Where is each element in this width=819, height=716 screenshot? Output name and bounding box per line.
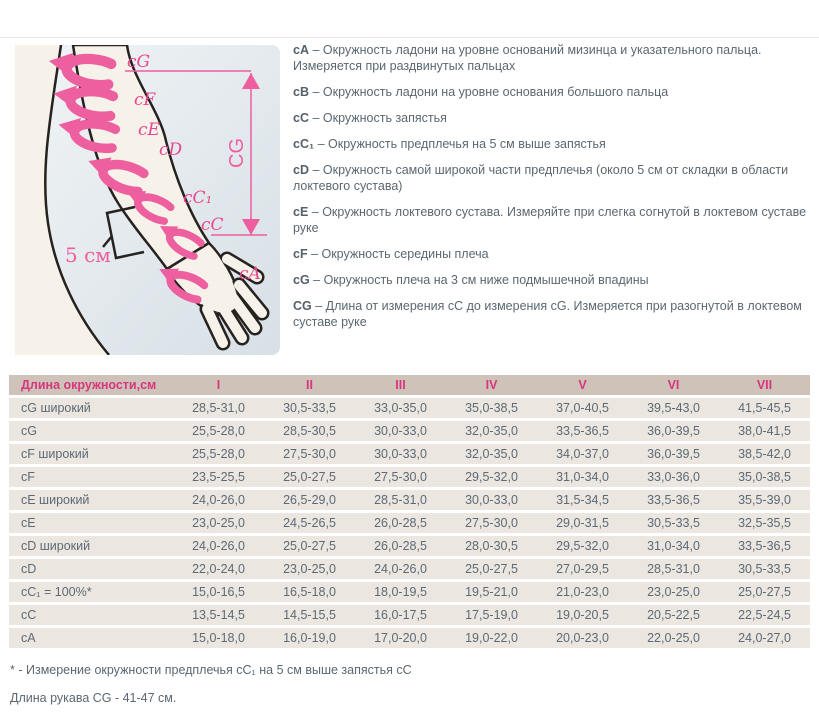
- size-range-cell: 30,0-33,0: [446, 490, 537, 510]
- measurement-description: cC₁ – Окружность предплечья на 5 см выше запястья: [293, 137, 606, 151]
- size-range-cell: 30,0-33,0: [355, 444, 446, 464]
- size-range-cell: 26,5-29,0: [264, 490, 355, 510]
- measurement-label-cell: cE: [9, 513, 173, 533]
- size-table-header-row: [9, 375, 810, 395]
- size-range-cell: 35,0-38,5: [446, 398, 537, 418]
- size-column-header: II: [264, 375, 355, 395]
- size-range-cell: 33,0-36,0: [628, 467, 719, 487]
- size-table-row: [9, 605, 810, 625]
- measurement-label-cell: cD: [9, 559, 173, 579]
- size-range-cell: 29,5-32,0: [446, 467, 537, 487]
- size-column-header: V: [537, 375, 628, 395]
- five-cm-label: 5 см: [65, 243, 111, 267]
- size-range-cell: 36,0-39,5: [628, 444, 719, 464]
- size-range-cell: 25,5-28,0: [173, 421, 264, 441]
- size-range-cell: 36,0-39,5: [628, 421, 719, 441]
- measurement-label-cell: cG: [9, 421, 173, 441]
- size-range-cell: 32,0-35,0: [446, 421, 537, 441]
- size-range-cell: 16,5-18,0: [264, 582, 355, 602]
- measurement-label-cell: cF широкий: [9, 444, 173, 464]
- size-range-cell: 26,0-28,5: [355, 536, 446, 556]
- measurement-description: cB – Окружность ладони на уровне основания большого пальца: [293, 85, 669, 99]
- size-range-cell: 20,5-22,5: [628, 605, 719, 625]
- size-range-cell: 33,5-36,5: [628, 490, 719, 510]
- size-table-row: [9, 467, 810, 487]
- measurement-code: cC: [293, 111, 309, 125]
- size-table-row: [9, 444, 810, 464]
- size-table-row: [9, 421, 810, 441]
- size-column-header: VII: [719, 375, 810, 395]
- measurement-label-cell: cE широкий: [9, 490, 173, 510]
- size-range-cell: 38,5-42,0: [719, 444, 810, 464]
- measurement-description: cC – Окружность запястья: [293, 111, 447, 125]
- size-range-cell: 17,0-20,0: [355, 628, 446, 648]
- footnote-sleeve-length: Длина рукава CG - 41-47 см.: [10, 691, 177, 705]
- size-range-cell: 37,0-40,5: [537, 398, 628, 418]
- size-table-row: [9, 628, 810, 648]
- size-range-cell: 27,0-29,5: [537, 559, 628, 579]
- size-range-cell: 25,0-27,5: [446, 559, 537, 579]
- size-table-row: [9, 398, 810, 418]
- size-table: [9, 372, 810, 651]
- size-range-cell: 39,5-43,0: [628, 398, 719, 418]
- size-range-cell: 31,5-34,5: [537, 490, 628, 510]
- size-range-cell: 24,0-27,0: [719, 628, 810, 648]
- size-range-cell: 26,0-28,5: [355, 513, 446, 533]
- measurement-description: CG – Длина от измерения cC до измерения cG. Измеряется при разогнутой в локтевом суставе руке: [293, 299, 802, 329]
- size-column-header: IV: [446, 375, 537, 395]
- size-range-cell: 33,0-35,0: [355, 398, 446, 418]
- measurement-label-cell: cG широкий: [9, 398, 173, 418]
- footnote-star: * - Измерение окружности предплечья cC₁ на 5 см выше запястья cC: [10, 663, 412, 677]
- size-range-cell: 35,5-39,0: [719, 490, 810, 510]
- band-label-cG: cG: [127, 52, 151, 72]
- measurement-label-cell: cC₁ = 100%*: [9, 582, 173, 602]
- size-range-cell: 15,0-18,0: [173, 628, 264, 648]
- size-range-cell: 34,0-37,0: [537, 444, 628, 464]
- size-range-cell: 14,5-15,5: [264, 605, 355, 625]
- measurement-code: CG: [293, 299, 312, 313]
- band-label-cD: cD: [159, 140, 183, 160]
- size-range-cell: 15,0-16,5: [173, 582, 264, 602]
- size-range-cell: 25,5-28,0: [173, 444, 264, 464]
- size-table-row: [9, 582, 810, 602]
- size-range-cell: 38,0-41,5: [719, 421, 810, 441]
- top-divider: [0, 37, 819, 38]
- size-range-cell: 30,5-33,5: [264, 398, 355, 418]
- size-range-cell: 28,5-31,0: [355, 490, 446, 510]
- size-range-cell: 30,5-33,5: [719, 559, 810, 579]
- size-range-cell: 19,5-21,0: [446, 582, 537, 602]
- measurement-code: cD: [293, 163, 309, 177]
- size-range-cell: 24,5-26,5: [264, 513, 355, 533]
- size-column-header: III: [355, 375, 446, 395]
- size-range-cell: 33,5-36,5: [719, 536, 810, 556]
- band-label-cE: cE: [138, 120, 160, 140]
- size-range-cell: 16,0-19,0: [264, 628, 355, 648]
- size-range-cell: 13,5-14,5: [173, 605, 264, 625]
- size-range-cell: 23,0-25,0: [628, 582, 719, 602]
- size-range-cell: 25,0-27,5: [264, 536, 355, 556]
- size-column-header: I: [173, 375, 264, 395]
- size-range-cell: 28,5-31,0: [173, 398, 264, 418]
- size-range-cell: 18,0-19,5: [355, 582, 446, 602]
- size-range-cell: 28,0-30,5: [446, 536, 537, 556]
- size-range-cell: 31,0-34,0: [628, 536, 719, 556]
- size-range-cell: 30,0-33,0: [355, 421, 446, 441]
- size-range-cell: 27,5-30,0: [355, 467, 446, 487]
- size-range-cell: 32,5-35,5: [719, 513, 810, 533]
- size-range-cell: 24,0-26,0: [355, 559, 446, 579]
- measurement-code: cA: [293, 43, 309, 57]
- measurement-code: cG: [293, 273, 310, 287]
- cg-axis-label: CG: [226, 138, 248, 168]
- size-range-cell: 19,0-20,5: [537, 605, 628, 625]
- measurement-descriptions: [293, 42, 810, 340]
- size-range-cell: 22,0-24,0: [173, 559, 264, 579]
- size-range-cell: 35,0-38,5: [719, 467, 810, 487]
- size-range-cell: 27,5-30,0: [264, 444, 355, 464]
- size-range-cell: 28,5-31,0: [628, 559, 719, 579]
- size-range-cell: 17,5-19,0: [446, 605, 537, 625]
- measurement-description: cF – Окружность середины плеча: [293, 247, 489, 261]
- size-range-cell: 19,0-22,0: [446, 628, 537, 648]
- size-range-cell: 22,0-25,0: [628, 628, 719, 648]
- size-range-cell: 31,0-34,0: [537, 467, 628, 487]
- band-label-cC: cC: [201, 215, 224, 235]
- measurement-label-cell: cF: [9, 467, 173, 487]
- size-range-cell: 16,0-17,5: [355, 605, 446, 625]
- band-label-cC1: cC₁: [183, 188, 213, 208]
- size-range-cell: 32,0-35,0: [446, 444, 537, 464]
- arm-measurement-diagram: [15, 45, 280, 355]
- band-label-cA: cA: [239, 264, 261, 284]
- measurement-description: cE – Окружность локтевого сустава. Измеряйте при слегка согнутой в локтевом суставе руке: [293, 205, 807, 235]
- size-range-cell: 23,0-25,0: [264, 559, 355, 579]
- measurement-code: cB: [293, 85, 309, 99]
- measurement-description: cD – Окружность самой широкой части предплечья (около 5 см от складки в области локтевого сустава): [293, 163, 789, 193]
- size-range-cell: 25,0-27,5: [264, 467, 355, 487]
- size-range-cell: 33,5-36,5: [537, 421, 628, 441]
- measurement-label-cell: cC: [9, 605, 173, 625]
- measurement-description: cG – Окружность плеча на 3 см ниже подмышечной впадины: [293, 273, 649, 287]
- table-corner-header: Длина окружности,см: [9, 375, 173, 395]
- size-range-cell: 30,5-33,5: [628, 513, 719, 533]
- size-table-row: [9, 536, 810, 556]
- measurement-label-cell: cA: [9, 628, 173, 648]
- measurement-label-cell: cD широкий: [9, 536, 173, 556]
- band-label-cF: cF: [134, 90, 156, 110]
- size-range-cell: 41,5-45,5: [719, 398, 810, 418]
- size-range-cell: 24,0-26,0: [173, 536, 264, 556]
- size-range-cell: 21,0-23,0: [537, 582, 628, 602]
- size-table-row: [9, 513, 810, 533]
- measurement-code: cC₁: [293, 137, 315, 151]
- size-range-cell: 28,5-30,5: [264, 421, 355, 441]
- size-table-row: [9, 490, 810, 510]
- size-range-cell: 22,5-24,5: [719, 605, 810, 625]
- size-range-cell: 24,0-26,0: [173, 490, 264, 510]
- measurement-description: cA – Окружность ладони на уровне оснований мизинца и указательного пальца. Измеряется при раздвинутых пальцах: [293, 43, 762, 73]
- size-range-cell: 27,5-30,0: [446, 513, 537, 533]
- size-column-header: VI: [628, 375, 719, 395]
- size-range-cell: 23,0-25,0: [173, 513, 264, 533]
- size-table-body: [9, 398, 810, 648]
- size-range-cell: 20,0-23,0: [537, 628, 628, 648]
- size-range-cell: 29,5-32,0: [537, 536, 628, 556]
- size-range-cell: 25,0-27,5: [719, 582, 810, 602]
- size-range-cell: 29,0-31,5: [537, 513, 628, 533]
- measurement-code: cF: [293, 247, 308, 261]
- measurement-code: cE: [293, 205, 309, 219]
- size-range-cell: 23,5-25,5: [173, 467, 264, 487]
- size-table-row: [9, 559, 810, 579]
